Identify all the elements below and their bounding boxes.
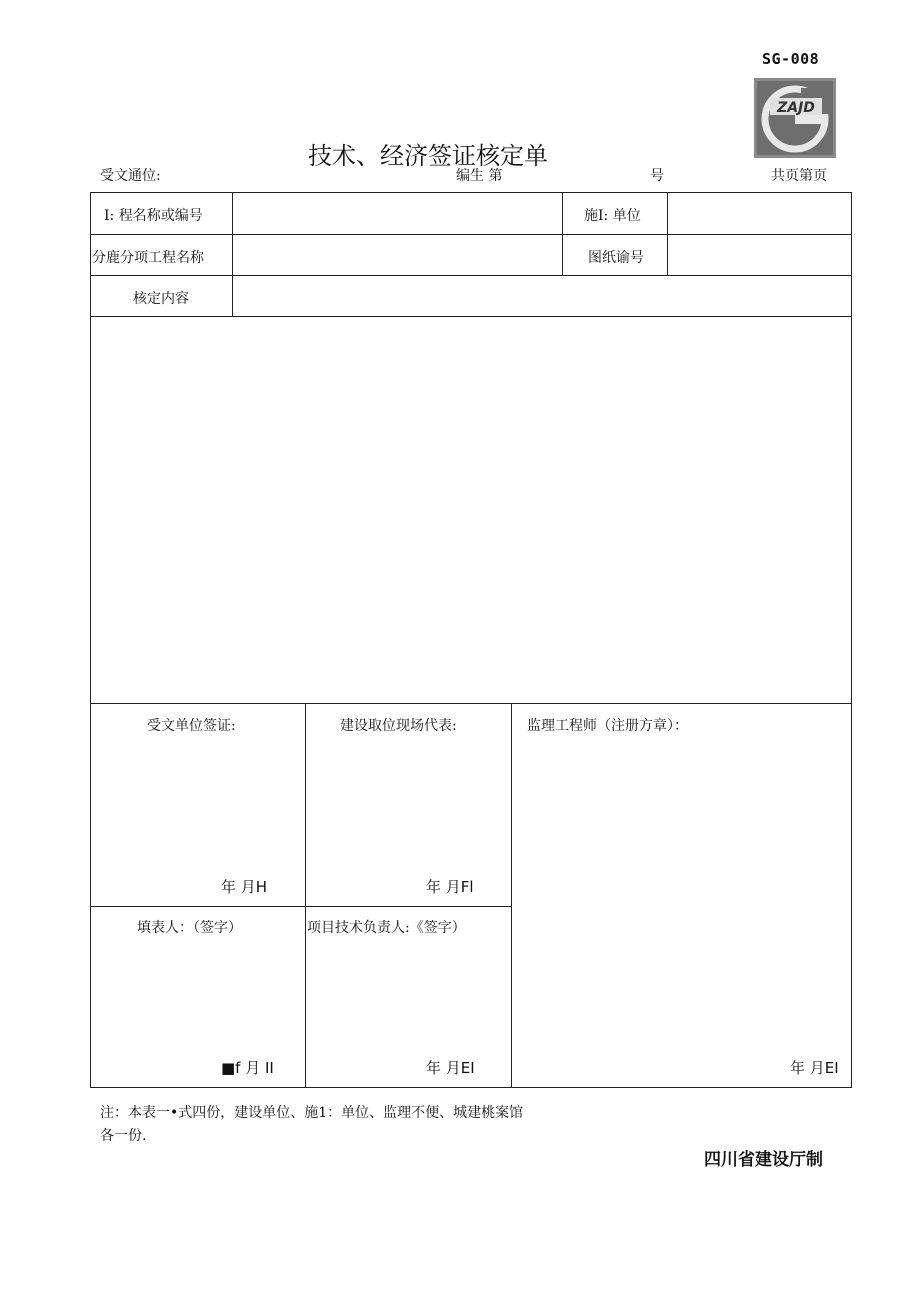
owner-rep-sign-date: 年 月Fl — [426, 878, 474, 896]
page-title: 技术、经济签证核定单 — [308, 142, 548, 170]
number-prefix: 编生 第 — [456, 168, 503, 184]
drawing-number-field[interactable] — [669, 236, 850, 274]
owner-rep-sign-label: 建设取位现场代表: — [340, 718, 457, 734]
page-count: 共页第页 — [771, 168, 827, 184]
number-suffix: 号 — [650, 168, 664, 184]
zajd-logo — [754, 78, 836, 158]
content-label: 核定内容 — [133, 291, 189, 307]
subproject-field[interactable] — [234, 236, 561, 274]
recipient-label: 受文通位: — [100, 168, 161, 184]
issuing-agency: 四川省建设厅制 — [704, 1150, 823, 1170]
project-name-label: I: 程名称或编号 — [104, 208, 203, 224]
supervisor-sign-date: 年 月EI — [790, 1059, 839, 1077]
tech-lead-sign-label: 项目技术负责人:《签字） — [307, 920, 466, 936]
subproject-label: 分鹿分项工程名称 — [92, 250, 204, 266]
contractor-label: 施I: 单位 — [584, 208, 641, 224]
recipient-sign-date: 年 月H — [221, 878, 268, 896]
supervisor-sign-label: 监理工程师（注册方章）： — [527, 718, 688, 734]
contractor-field[interactable] — [669, 194, 850, 233]
drawing-number-label: 图纸谕号 — [588, 250, 644, 266]
tech-lead-sign-date: 年 月EI — [426, 1059, 475, 1077]
logo-text: ZAJD — [777, 100, 815, 116]
form-code: SG-008 — [762, 50, 820, 68]
note-line-1: 注：本表一•式四份，建设单位、施1：单位、监理不便、城建桃案馆 — [100, 1105, 524, 1121]
recipient-sign-label: 受文单位签证: — [147, 718, 236, 734]
filler-sign-label: 填表人：（签字） — [137, 920, 242, 936]
project-name-field[interactable] — [234, 194, 561, 233]
filler-sign-date: ■f 月 II — [221, 1059, 274, 1077]
content-title-field[interactable] — [234, 277, 850, 315]
content-body-field[interactable] — [92, 318, 850, 702]
note-line-2: 各一份. — [100, 1128, 147, 1144]
